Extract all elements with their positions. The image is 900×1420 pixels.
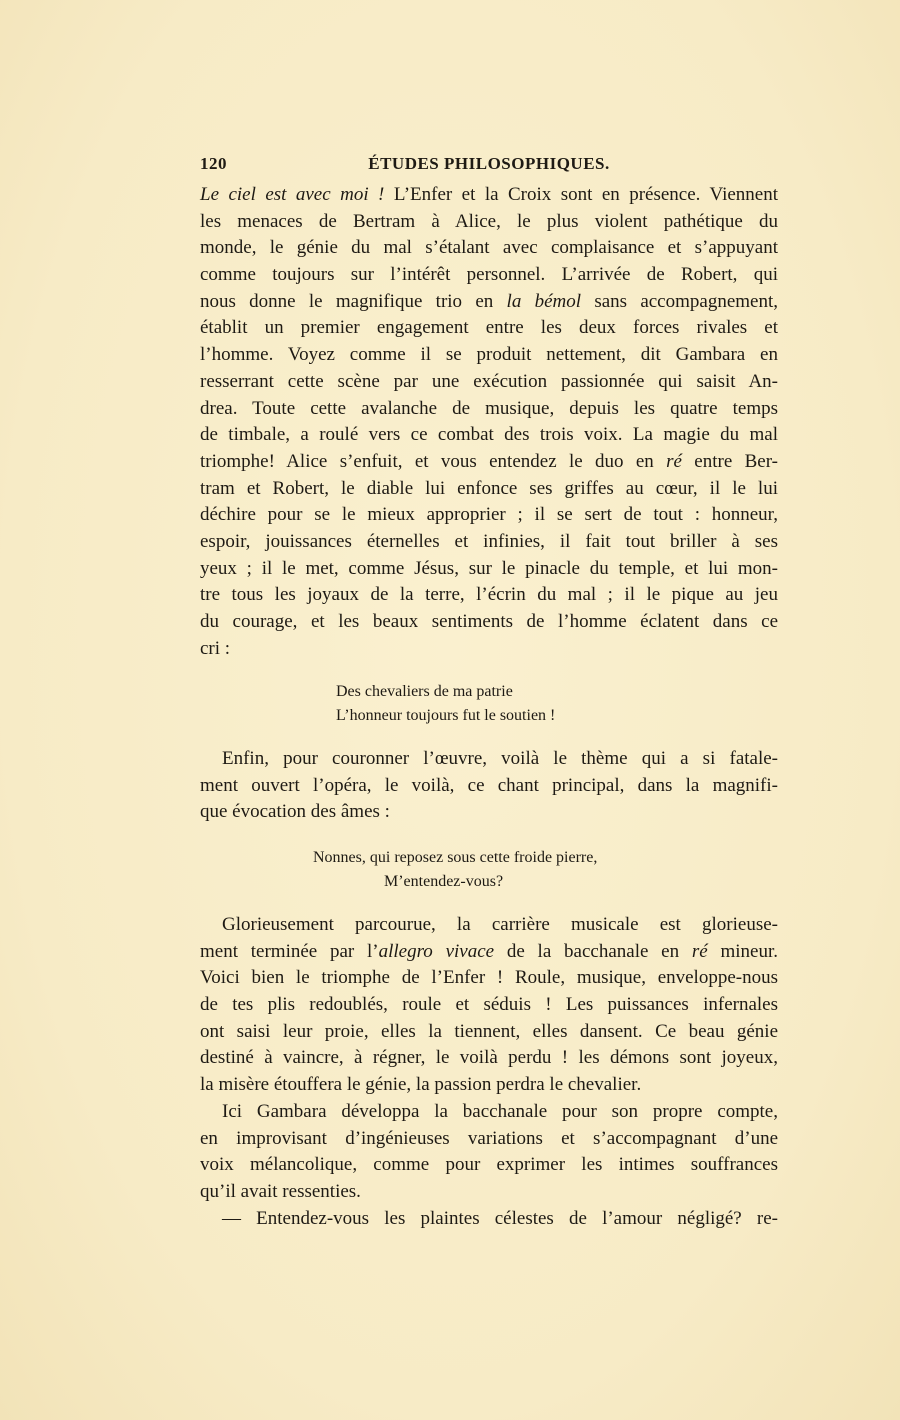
verse-quote [336,680,555,728]
verse-line: Nonnes, qui reposez sous cette froide pierre, [313,849,598,866]
text-run: de tes plis redoublés, roule et séduis ! Les puissances infernales [200,994,778,1016]
text-run: resserrant cette scène par une exécution passionnée qui saisit An- [200,370,778,392]
paragraph [200,1206,778,1233]
text-run: L’Enfer et la Croix sont en présence. Viennent [384,184,779,205]
text-run: espoir, jouissances éternelles et infinies, il fait tout briller à ses [200,530,778,552]
paragraph [200,912,778,1099]
text-run: en improvisant d’ingénieuses variations et s’accompagnant d’une [200,1127,778,1149]
text-run: ment terminée par l’ [200,940,379,962]
paragraph [200,746,778,826]
text-line [200,1206,778,1233]
text-run: destiné à vaincre, à régner, le voilà perdu ! les démons sont joyeux, [200,1047,778,1069]
text-line [200,449,778,476]
verse-line: Des chevaliers de ma patrie [336,683,513,700]
text-run: nous donne le magnifique trio en [200,290,507,312]
text-run: les menaces de Bertram à Alice, le plus violent pathétique du [200,210,778,232]
text-run: Voici bien le triomphe de l’Enfer ! Roule, musique, enveloppe-nous [200,967,778,989]
paragraph [200,1099,778,1206]
text-run: yeux ; il le met, comme Jésus, sur le pinacle du temple, et lui mon- [200,557,778,579]
text-line [200,422,778,449]
text-run: établit un premier engagement entre les deux forces rivales et [200,317,778,339]
verse-quote [313,846,597,894]
text-line [200,992,778,1019]
text-line [200,476,778,503]
text-line [200,773,778,800]
page-number: 120 [200,154,227,173]
text-line [200,746,778,773]
text-run: monde, le génie du mal s’étalant avec complaisance et s’appuyant [200,237,778,259]
text-line [200,1019,778,1046]
text-run: l’homme. Voyez comme il se produit nettement, dit Gambara en [200,344,778,366]
text-line [200,1099,778,1126]
text-line [200,939,778,966]
text-line [200,582,778,609]
text-run: Ici Gambara développa la bacchanale pour son propre compte, [222,1101,778,1122]
text-line [200,1126,778,1153]
text-line [200,235,778,262]
italic-text: Le ciel est avec moi ! [200,184,385,205]
text-line [200,369,778,396]
verse-line: M’entendez-vous? [384,873,504,890]
text-run: du courage, et les beaux sentiments de l’homme éclatent dans ce [200,611,778,632]
text-run: — Entendez-vous les plaintes célestes de l’amour négligé? re- [222,1208,778,1229]
paragraph [200,182,778,662]
text-line [200,289,778,316]
text-line [200,1072,778,1099]
text-run: voix mélancolique, comme pour exprimer les intimes souffrances [200,1154,778,1176]
text-run: comme toujours sur l’intérêt personnel. L’arrivée de Robert, qui [200,264,778,286]
text-line [200,529,778,556]
text-run: la misère étouffera le génie, la passion perdra le chevalier. [200,1074,642,1096]
text-line [200,912,778,939]
text-run: Glorieusement parcourue, la carrière musicale est glorieuse- [222,914,778,935]
italic-text: la bémol [506,290,582,312]
text-line [200,609,778,636]
text-run: de timbale, a roulé vers ce combat des trois voix. La magie du mal [200,424,778,446]
text-line [200,262,778,289]
text-run: tre tous les joyaux de la terre, l’écrin du mal ; il le pique au jeu [200,584,778,606]
text-run: mineur. [707,940,778,962]
running-title: ÉTUDES PHILOSOPHIQUES. [368,154,610,173]
text-line [200,182,778,209]
text-run: entre Ber- [681,450,778,472]
italic-text: ré [666,450,682,472]
italic-text: ré [691,940,708,962]
text-run: cri : [200,637,231,659]
text-run: que évocation des âmes : [200,801,390,823]
text-line [200,502,778,529]
text-run: drea. Toute cette avalanche de musique, depuis les quatre temps [200,397,778,419]
text-run: ment ouvert l’opéra, le voilà, ce chant principal, dans la magnifi- [200,774,778,796]
text-line [200,1179,778,1206]
text-run: tram et Robert, le diable lui enfonce ses griffes au cœur, il le lui [200,477,778,499]
text-run: de la bacchanale en [494,940,692,962]
text-line [200,1045,778,1072]
text-line [200,209,778,236]
text-run: qu’il avait ressenties. [200,1181,361,1203]
text-line [200,636,778,663]
text-line [200,799,778,826]
text-run: déchire pour se le mieux approprier ; il se sert de tout : honneur, [200,504,778,526]
text-line [200,556,778,583]
text-run: Enfin, pour couronner l’œuvre, voilà le thème qui a si fatale- [222,748,778,769]
text-run: triomphe! Alice s’enfuit, et vous entendez le duo en [200,450,667,472]
text-line [200,315,778,342]
text-line [200,342,778,369]
text-line [200,965,778,992]
verse-line: L’honneur toujours fut le soutien ! [336,707,556,724]
running-header [200,154,778,178]
text-line [200,396,778,423]
text-run: ont saisi leur proie, elles la tiennent, elles dansent. Ce beau génie [200,1020,778,1042]
text-line [200,1152,778,1179]
text-run: sans accompagnement, [581,290,779,312]
italic-text: allegro vivace [378,940,495,962]
